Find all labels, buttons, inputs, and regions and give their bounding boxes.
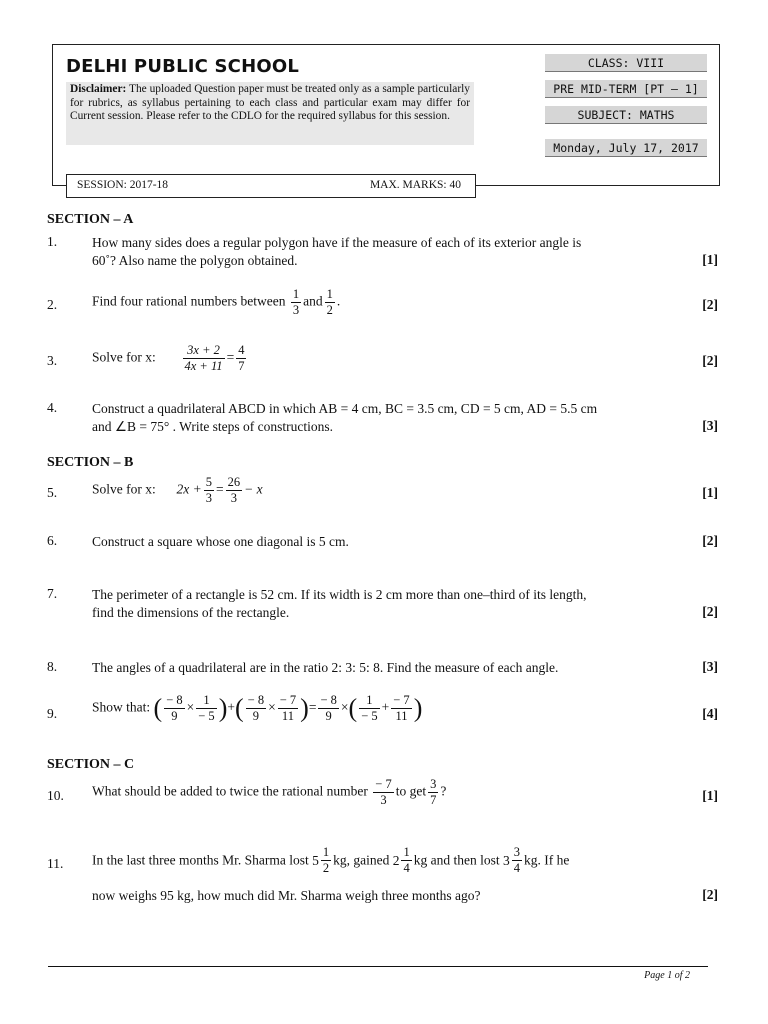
q3-fraction-right: $\frac{4}{7}$ <box>238 343 245 373</box>
q11-mixed-3: 3 $\frac{3}{4}$ <box>502 845 520 875</box>
disclaimer-text: The uploaded Question paper must be treated only as a sample particularly for rubrics, as syllabus pertaining to each class and particular exam may differ for Current session. Please refer to the CDLO for the required syllabus for this session. <box>70 83 470 122</box>
footer-rule <box>48 966 708 967</box>
q9-marks: [4] <box>702 706 718 721</box>
q9-term-1: $\frac{- 8}{9}$ <box>166 693 183 723</box>
q11-line2: now weighs 95 kg, how much did Mr. Sharma weigh three months ago? <box>92 888 481 903</box>
q10-text: What should be added to twice the rational number $\frac{- 7}{3}$ to get $\frac{3}{7}$ ? <box>92 777 447 807</box>
q6-marks: [2] <box>702 533 718 548</box>
class-label: CLASS: VIII <box>545 54 707 72</box>
q11-text <box>92 845 720 876</box>
q11-number: 11. <box>47 856 64 871</box>
q10-number: 10. <box>47 788 64 803</box>
session: SESSION: 2017-18 <box>77 179 169 191</box>
q1-marks: [1] <box>702 252 718 267</box>
q9-term-7: $\frac{- 7}{11}$ <box>393 693 410 723</box>
q2-pre: Find four rational numbers between <box>92 293 286 309</box>
q9-number: 9. <box>47 706 58 721</box>
section-b-heading: SECTION – B <box>47 455 134 470</box>
q7-line2: find the dimensions of the rectangle. <box>92 605 290 620</box>
q8-marks: [3] <box>702 659 718 674</box>
q7-number: 7. <box>47 586 58 601</box>
q5-text: Solve for x: 2x + $\frac{5}{3}$ = $\frac{26}{3}$ − x <box>92 475 263 505</box>
q5-fraction-1: $\frac{5}{3}$ <box>205 475 212 505</box>
q3-marks: [2] <box>702 353 718 368</box>
q9-term-3: $\frac{- 8}{9}$ <box>247 693 265 723</box>
q5-marks: [1] <box>702 485 718 500</box>
q4-number: 4. <box>47 400 58 415</box>
q6-number: 6. <box>47 533 58 548</box>
q2-text: Find four rational numbers between $\frac{1}{3}$ and $\frac{1}{2}$ . <box>92 287 341 317</box>
q10-fraction-1: $\frac{- 7}{3}$ <box>375 777 392 807</box>
q9-term-4: $\frac{- 7}{11}$ <box>279 693 297 723</box>
q7-marks: [2] <box>702 604 718 619</box>
q3-text: Solve for x: $\frac{3x + 2}{4x + 11}$ = $\frac{4}{7}$ <box>92 343 245 373</box>
session-box <box>66 174 476 198</box>
disclaimer <box>66 82 474 145</box>
date-label: Monday, July 17, 2017 <box>545 139 707 157</box>
q2-fraction-2: $\frac{1}{2}$ <box>326 287 333 317</box>
school-name: DELHI PUBLIC SCHOOL <box>66 56 300 77</box>
q10-fraction-2: $\frac{3}{7}$ <box>430 777 437 807</box>
disclaimer-label: Disclaimer: <box>70 83 127 95</box>
q7-text <box>92 586 720 622</box>
q2-marks: [2] <box>702 297 718 312</box>
q4-line1: Construct a quadrilateral ABCD in which AB = 4 cm, BC = 3.5 cm, CD = 5 cm, AD = 5.5 cm <box>92 401 598 416</box>
q5-number: 5. <box>47 485 58 500</box>
q8-text: The angles of a quadrilateral are in the ratio 2: 3: 5: 8. Find the measure of each angle. <box>92 660 559 675</box>
q9-pre: Show that: <box>92 699 151 715</box>
q9-term-6: $\frac{1}{- 5}$ <box>361 693 378 723</box>
q11-mixed-2: 2 $\frac{1}{4}$ <box>392 845 410 875</box>
q4-marks: [3] <box>702 418 718 433</box>
section-c-heading: SECTION – C <box>47 757 135 772</box>
max-marks: MAX. MARKS: 40 <box>369 179 461 191</box>
q4-line2: and ∠B = 75° . Write steps of constructions. <box>92 419 334 434</box>
q11-line1: In the last three months Mr. Sharma lost 5 $\frac{1}{2}$ kg, gained 2 $\frac{1}{4}$ kg and then lost 3 $\frac{3}{4}$ kg. If he <box>92 845 570 875</box>
section-a-heading: SECTION – A <box>47 212 134 227</box>
q1-number: 1. <box>47 234 58 249</box>
q9-term-5: $\frac{- 8}{9}$ <box>320 693 337 723</box>
q3-pre: Solve for x: <box>92 349 156 365</box>
q5-pre: Solve for x: <box>92 481 156 497</box>
q4-text <box>92 400 720 436</box>
q1-line1: How many sides does a regular polygon have if the measure of each of its exterior angle is <box>92 235 582 250</box>
q3-fraction-left: $\frac{3x + 2}{4x + 11}$ <box>184 343 223 373</box>
exam-label: PRE MID-TERM [PT – 1] <box>545 80 707 98</box>
q6-text: Construct a square whose one diagonal is 5 cm. <box>92 534 349 549</box>
q1-text <box>92 234 720 270</box>
q5-fraction-2: $\frac{26}{3}$ <box>227 475 241 505</box>
q3-number: 3. <box>47 353 58 368</box>
q7-line1: The perimeter of a rectangle is 52 cm. If its width is 2 cm more than one–third of its length, <box>92 587 587 602</box>
q10-pre: What should be added to twice the rational number <box>92 783 368 799</box>
page-number: Page 1 of 2 <box>644 970 690 981</box>
q10-marks: [1] <box>702 788 718 803</box>
q8-number: 8. <box>47 659 58 674</box>
q2-number: 2. <box>47 297 58 312</box>
q9-term-2: $\frac{1}{- 5}$ <box>198 693 215 723</box>
q11-mixed-1: 5 $\frac{1}{2}$ <box>312 845 330 875</box>
q2-fraction-1: $\frac{1}{3}$ <box>292 287 300 317</box>
q11-marks: [2] <box>702 887 718 902</box>
q1-line2: 60˚? Also name the polygon obtained. <box>92 253 298 268</box>
q9-text: Show that: ( $\frac{- 8}{9}$ × $\frac{1}{- 5}$ )+( $\frac{- 8}{9}$ × $\frac{- 7}{11}$ )= $\frac{- 8}{9}$ ×( $\frac{1}{- 5}$ + $\frac{- 7}{11}$ ) <box>92 693 423 723</box>
subject-label: SUBJECT: MATHS <box>545 106 707 124</box>
